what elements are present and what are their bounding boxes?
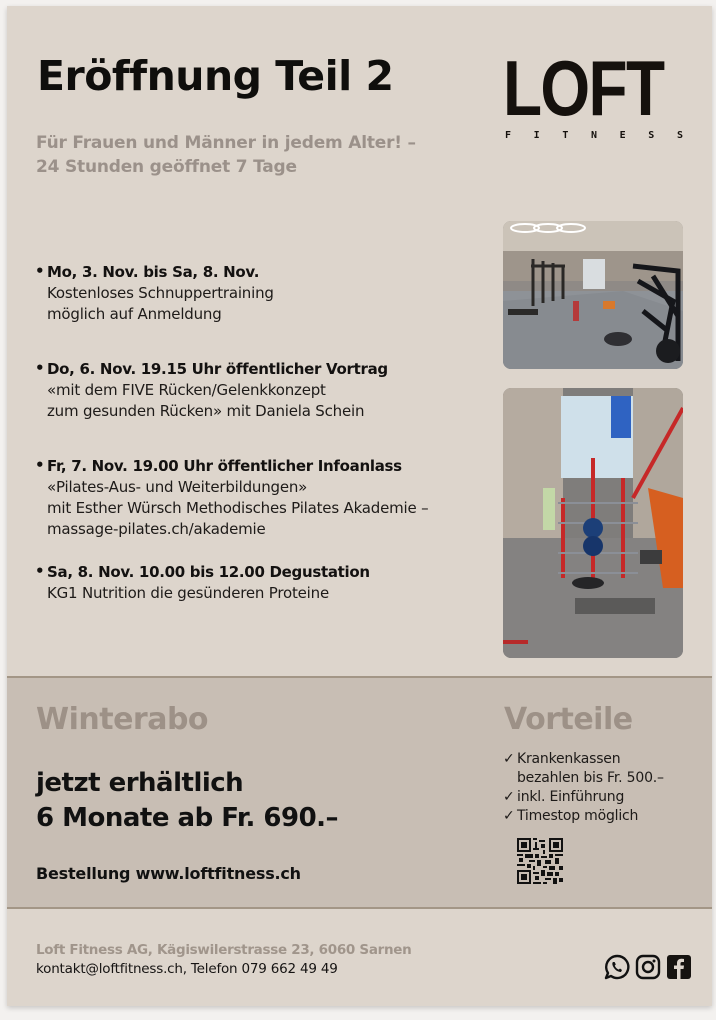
logo-letter: T [562,130,569,141]
page-title: Eröffnung Teil 2 [37,52,394,100]
event-heading: Sa, 8. Nov. 10.00 bis 12.00 Degustation [47,563,370,581]
check-icon: ✓ [503,789,515,805]
qr-code-icon[interactable] [517,838,563,884]
logo-letter: S [648,130,655,141]
event-link[interactable]: massage-pilates.ch/akademie [47,520,266,538]
instagram-icon[interactable] [634,953,661,980]
logo-word: LOFT [503,44,664,132]
winterabo-offer [36,766,338,836]
benefit-item [503,788,703,807]
benefit-text: Krankenkassen [517,751,621,767]
event-line: KG1 Nutrition die gesünderen Proteine [47,584,329,602]
logo-letter: S [676,130,683,141]
event-line: «mit dem FIVE Rücken/Gelenkkonzept [47,381,326,399]
gym-rack-photo [503,388,683,658]
winterabo-heading: Winterabo [36,702,209,737]
event-heading: Do, 6. Nov. 19.15 Uhr öffentlicher Vortrag [47,360,388,378]
benefit-text: bezahlen bis Fr. 500.– [517,770,664,786]
benefit-list [503,750,703,826]
subtitle [36,131,456,179]
logo-letter: N [590,130,597,141]
event-heading: Fr, 7. Nov. 19.00 Uhr öffentlicher Infoanlass [47,457,402,475]
loft-fitness-logo [503,44,685,146]
gym-interior-photo [503,221,683,369]
whatsapp-icon[interactable] [603,953,630,980]
poster [7,6,712,1006]
logo-subtitle [505,130,683,141]
check-icon: ✓ [503,808,515,824]
bullet-icon: • [35,456,45,474]
event-item [35,359,505,422]
event-item [35,562,505,604]
event-line: mit Esther Würsch Methodisches Pilates Akademie – [47,499,429,517]
bullet-icon: • [35,359,45,377]
facebook-icon[interactable] [665,953,692,980]
logo-letter: I [533,130,540,141]
check-icon: ✓ [503,751,515,767]
event-line: Kostenloses Schnuppertraining [47,284,274,302]
benefit-text: Timestop möglich [517,808,639,824]
subtitle-line-1: Für Frauen und Männer in jedem Alter! – [36,133,416,153]
event-heading: Mo, 3. Nov. bis Sa, 8. Nov. [47,263,260,281]
benefit-item [503,807,703,826]
event-line: «Pilates-Aus- und Weiterbildungen» [47,478,308,496]
winterabo-section [7,676,712,909]
bullet-icon: • [35,562,45,580]
event-list [35,262,505,628]
subtitle-line-2: 24 Stunden geöffnet 7 Tage [36,157,297,177]
event-line: möglich auf Anmeldung [47,305,222,323]
logo-letter: F [505,130,512,141]
event-item [35,262,505,325]
benefit-text: inkl. Einführung [517,789,625,805]
order-link[interactable]: Bestellung www.loftfitness.ch [36,864,301,883]
event-line: zum gesunden Rücken» mit Daniela Schein [47,402,365,420]
logo-letter: E [619,130,626,141]
offer-line-1: jetzt erhältlich [36,768,244,798]
event-item [35,456,505,540]
bullet-icon: • [35,262,45,280]
offer-price: 6 Monate ab Fr. 690.– [36,803,339,833]
vorteile-heading: Vorteile [504,702,633,737]
social-links [603,953,692,980]
footer-contact[interactable]: kontakt@loftfitness.ch, Telefon 079 662 49 49 [36,961,338,977]
footer-address: Loft Fitness AG, Kägiswilerstrasse 23, 6060 Sarnen [36,942,412,958]
benefit-item [503,750,703,788]
